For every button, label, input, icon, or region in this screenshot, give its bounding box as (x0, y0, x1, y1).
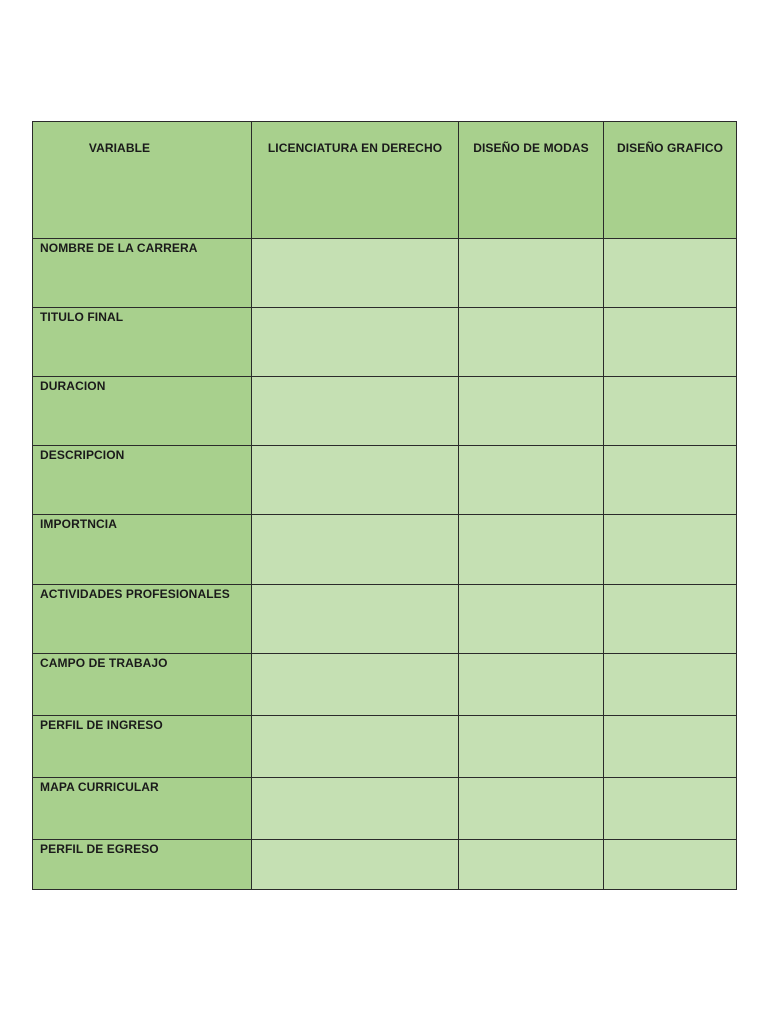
table-row (33, 515, 737, 585)
table-row (33, 308, 737, 377)
row-label-text: DURACION (40, 379, 106, 393)
table-row (33, 585, 737, 654)
header-licenciatura-derecho-label: LICENCIATURA EN DERECHO (267, 141, 443, 155)
table-cell (252, 239, 459, 308)
comparison-table (32, 121, 737, 890)
table-row (33, 716, 737, 778)
table-cell (604, 446, 737, 515)
table-cell (459, 515, 604, 585)
table-cell (459, 446, 604, 515)
row-label-campo (33, 654, 252, 716)
table-row (33, 446, 737, 515)
table-cell (604, 778, 737, 840)
table-cell (252, 778, 459, 840)
table-cell (252, 654, 459, 716)
table-cell (252, 716, 459, 778)
row-label-text: NOMBRE DE LA CARRERA (40, 241, 198, 255)
row-label-nombre (33, 239, 252, 308)
table-cell (459, 377, 604, 446)
row-label-titulo (33, 308, 252, 377)
row-label-duracion (33, 377, 252, 446)
row-label-text: CAMPO DE TRABAJO (40, 656, 168, 670)
row-label-perfil-ingreso (33, 716, 252, 778)
row-label-perfil-egreso (33, 840, 252, 890)
header-row (33, 122, 737, 239)
row-label-importancia (33, 515, 252, 585)
header-licenciatura-derecho (252, 122, 459, 239)
table-cell (604, 654, 737, 716)
table-row (33, 840, 737, 890)
header-variable (33, 122, 252, 239)
row-label-descripcion (33, 446, 252, 515)
table-row (33, 654, 737, 716)
row-label-text: IMPORTNCIA (40, 517, 117, 531)
table-cell (604, 377, 737, 446)
table-cell (459, 778, 604, 840)
row-label-text: MAPA CURRICULAR (40, 780, 159, 794)
table-cell (604, 716, 737, 778)
table-row (33, 239, 737, 308)
table-cell (604, 840, 737, 890)
table-cell (604, 308, 737, 377)
table-cell (604, 585, 737, 654)
header-variable-label: VARIABLE (88, 141, 151, 155)
header-diseno-modas-label: DISEÑO DE MODAS (473, 141, 589, 155)
table-cell (459, 585, 604, 654)
table-cell (604, 239, 737, 308)
table-cell (252, 840, 459, 890)
table-cell (604, 515, 737, 585)
table-cell (252, 515, 459, 585)
table-row (33, 778, 737, 840)
row-label-text: PERFIL DE INGRESO (40, 718, 163, 732)
row-label-mapa (33, 778, 252, 840)
table-cell (252, 377, 459, 446)
table-cell (252, 446, 459, 515)
row-label-actividades (33, 585, 252, 654)
header-diseno-grafico-label: DISEÑO GRAFICO (616, 141, 724, 155)
row-label-text: TITULO FINAL (40, 310, 124, 324)
table-row (33, 377, 737, 446)
table-cell (252, 585, 459, 654)
table-cell (459, 654, 604, 716)
row-label-text: ACTIVIDADES PROFESIONALES (40, 587, 230, 601)
table-cell (459, 239, 604, 308)
header-diseno-grafico (604, 122, 737, 239)
header-diseno-modas (459, 122, 604, 239)
table-cell (459, 716, 604, 778)
table-cell (252, 308, 459, 377)
table-cell (459, 308, 604, 377)
table-cell (459, 840, 604, 890)
row-label-text: DESCRIPCION (40, 448, 125, 462)
row-label-text: PERFIL DE EGRESO (40, 842, 159, 856)
